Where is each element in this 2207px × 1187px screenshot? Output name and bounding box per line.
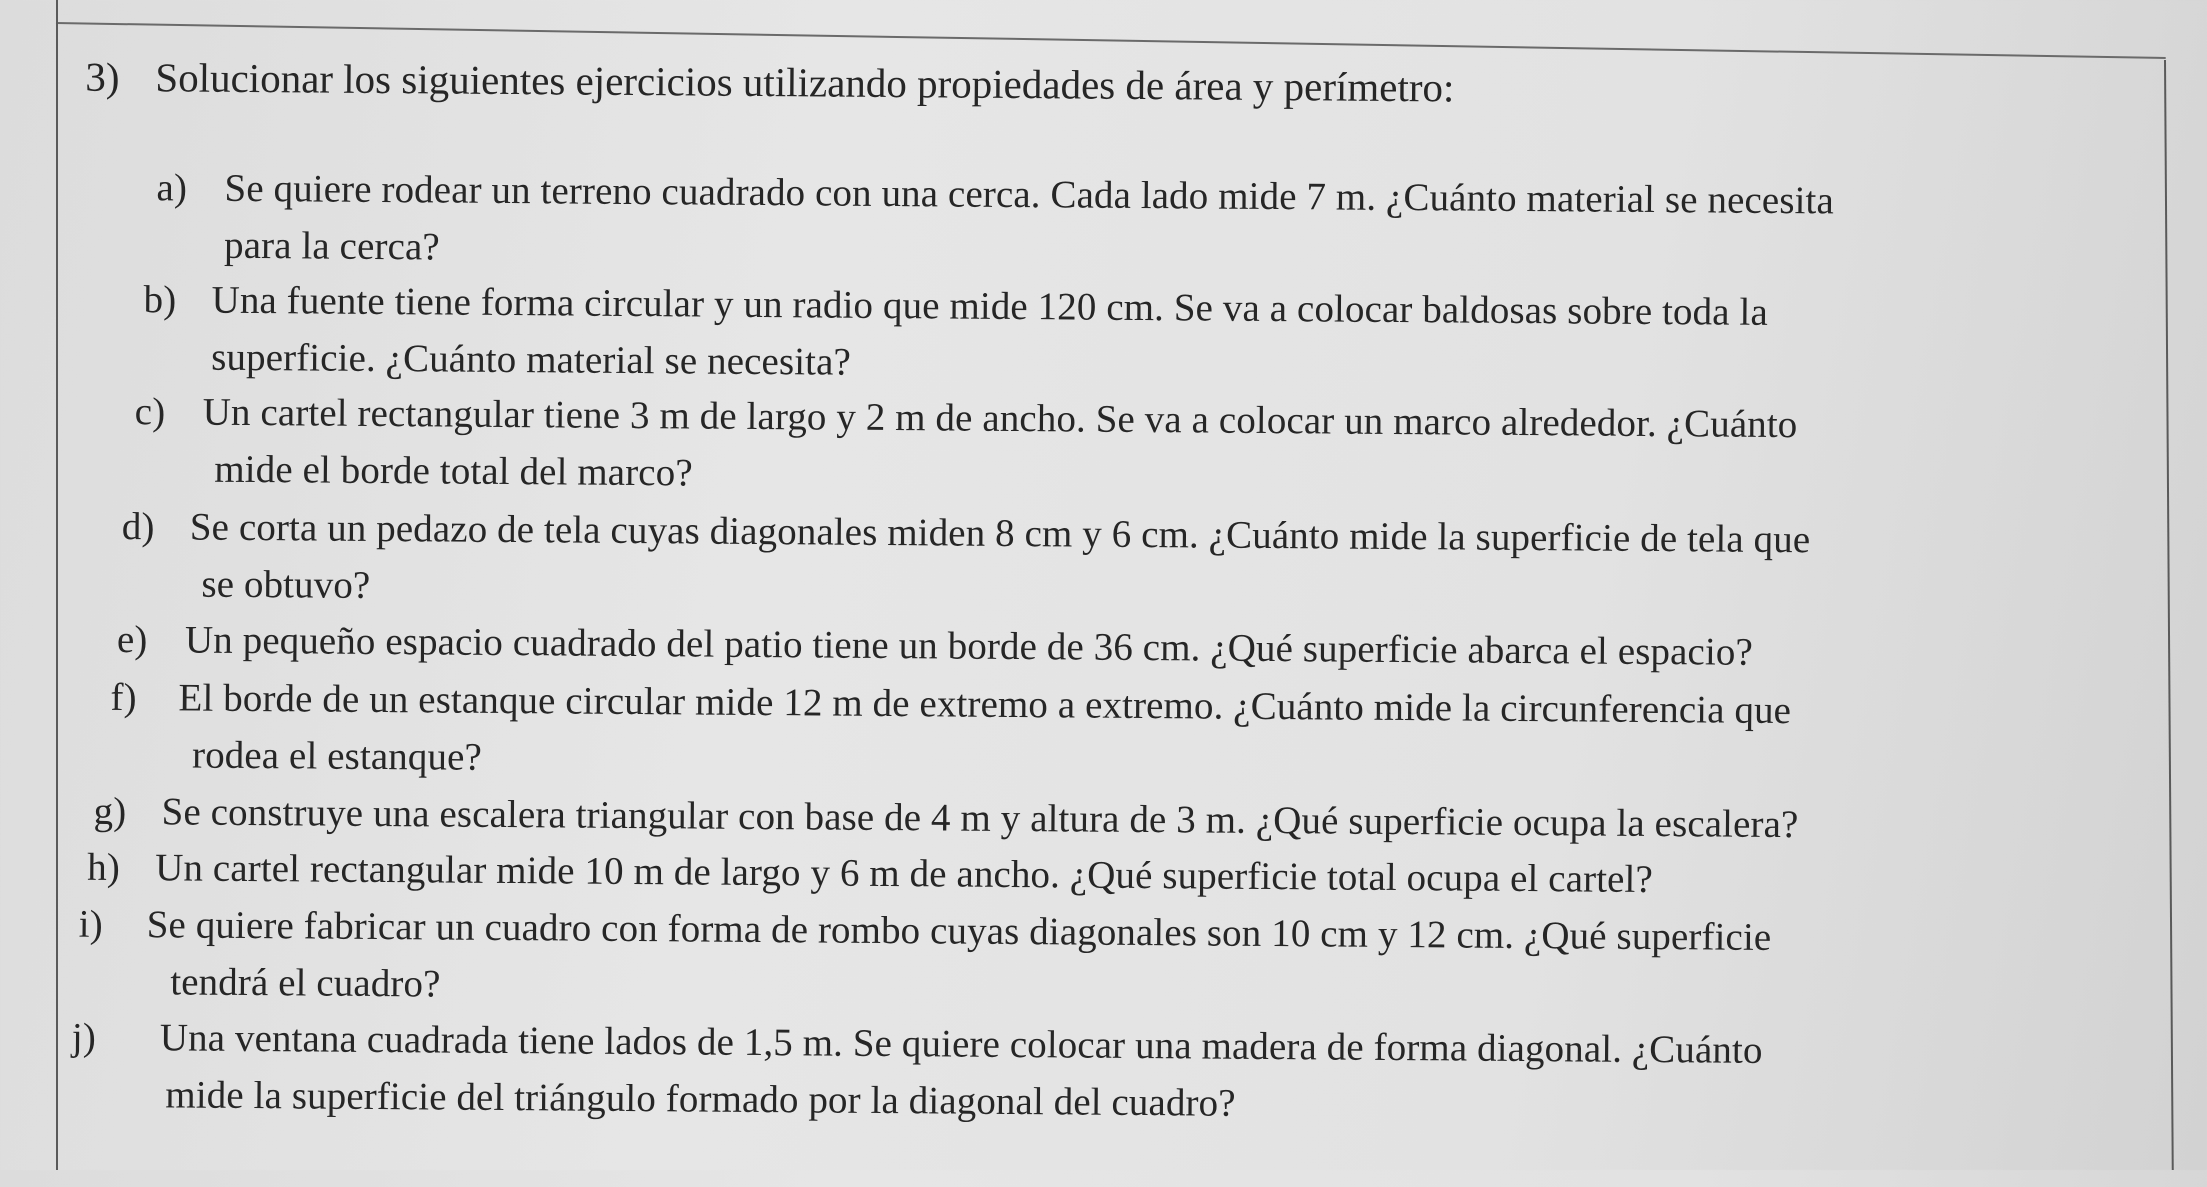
problem-label: c) bbox=[134, 390, 166, 434]
problem-label: g) bbox=[93, 789, 127, 834]
problem-j bbox=[71, 1009, 1763, 1136]
problem-label: d) bbox=[121, 504, 155, 549]
problem-a bbox=[156, 159, 1834, 286]
problem-label: e) bbox=[116, 617, 148, 662]
problem-c bbox=[134, 383, 1797, 510]
problem-text-line1: El borde de un estanque circular mide 12 m de extremo a extremo. ¿Cuánto mide la circunferencia que bbox=[178, 676, 1792, 733]
problem-label: i) bbox=[78, 902, 103, 946]
problem-text-line1: Un cartel rectangular tiene 3 m de largo y 2 m de ancho. Se va a colocar un marco alrededor. ¿Cuánto bbox=[202, 390, 1798, 447]
problem-text-line1: Se construye una escalera triangular con base de 4 m y altura de 3 m. ¿Qué superficie ocupa la escalera? bbox=[161, 790, 1799, 847]
exercise-number: 3) bbox=[85, 53, 120, 100]
problem-f bbox=[110, 669, 1791, 796]
problem-d bbox=[121, 498, 1810, 625]
problem-label: f) bbox=[110, 675, 137, 720]
problem-label: b) bbox=[143, 278, 177, 322]
problem-text-line2: tendrá el cuadro? bbox=[170, 960, 441, 1006]
problem-text-line1: Una fuente tiene forma circular y un radio que mide 120 cm. Se va a colocar baldosas sobre toda la bbox=[211, 278, 1769, 334]
problem-text-line1: Un cartel rectangular mide 10 m de largo y 6 m de ancho. ¿Qué superficie total ocupa el cartel? bbox=[155, 846, 1654, 902]
problem-text-line1: Se quiere fabricar un cuadro con forma de rombo cuyas diagonales son 10 cm y 12 cm. ¿Qué superficie bbox=[146, 903, 1772, 959]
problem-label: j) bbox=[71, 1015, 97, 1059]
problem-text-line1: Se quiere rodear un terreno cuadrado con una cerca. Cada lado mide 7 m. ¿Cuánto material se necesita bbox=[224, 166, 1835, 223]
problem-text-line2: mide el borde total del marco? bbox=[214, 447, 693, 495]
problem-label: a) bbox=[156, 166, 188, 210]
problem-i bbox=[78, 896, 1771, 1023]
problem-label: h) bbox=[87, 845, 121, 889]
problem-text-line1: Un pequeño espacio cuadrado del patio tiene un borde de 36 cm. ¿Qué superficie abarca el espacio? bbox=[184, 618, 1754, 674]
exercise-heading bbox=[85, 53, 1454, 112]
problem-text-line1: Una ventana cuadrada tiene lados de 1,5 m. Se quiere colocar una madera de forma diagonal. ¿Cuánto bbox=[159, 1016, 1763, 1072]
problem-text-line2: superficie. ¿Cuánto material se necesita? bbox=[211, 335, 852, 384]
problem-b bbox=[143, 271, 1768, 398]
problem-text-line2: se obtuvo? bbox=[201, 562, 371, 607]
exercise-title: Solucionar los siguientes ejercicios utilizando propiedades de área y perímetro: bbox=[155, 54, 1455, 111]
problem-text-line1: Se corta un pedazo de tela cuyas diagonales miden 8 cm y 6 cm. ¿Cuánto mide la superficie de tela que bbox=[189, 505, 1811, 562]
problem-text-line2: para la cerca? bbox=[223, 223, 440, 269]
problem-text-line2: mide la superficie del triángulo formado por la diagonal del cuadro? bbox=[165, 1073, 1236, 1125]
problem-text-line2: rodea el estanque? bbox=[191, 733, 483, 779]
